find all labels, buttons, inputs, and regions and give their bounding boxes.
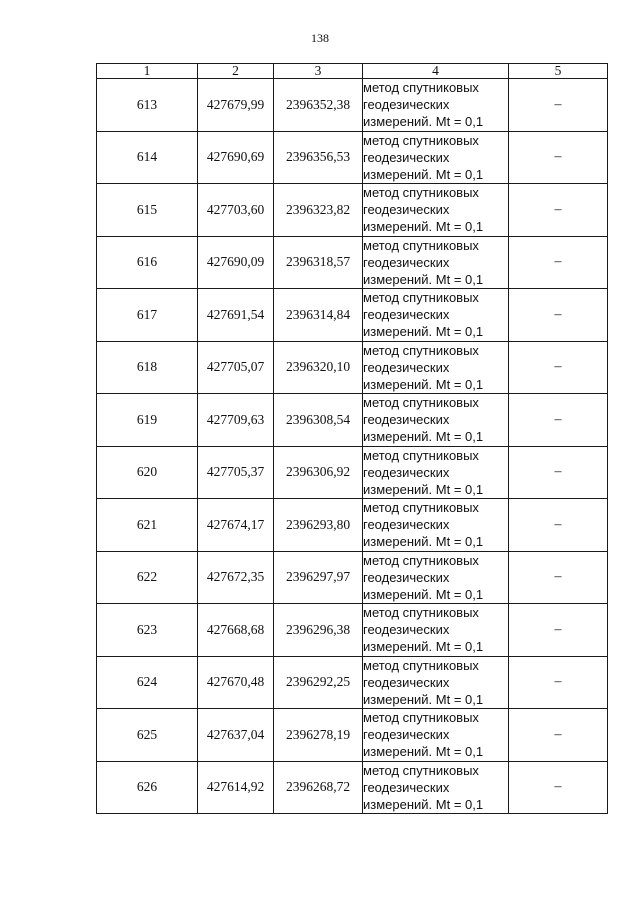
method-cell — [363, 394, 509, 447]
note-cell: – — [509, 289, 608, 342]
method-line: метод спутниковых — [363, 132, 479, 148]
method-line: измерений. Mt = 0,1 — [363, 796, 484, 812]
table-row — [97, 289, 608, 342]
method-cell — [363, 289, 509, 342]
y-coordinate-cell: 2396292,25 — [274, 656, 363, 709]
method-line: метод спутниковых — [363, 710, 479, 726]
x-coordinate-cell: 427614,92 — [198, 761, 274, 814]
table-row — [97, 761, 608, 814]
method-cell — [363, 761, 509, 814]
method-line: измерений. Mt = 0,1 — [363, 166, 484, 182]
table-row — [97, 551, 608, 604]
column-header-2: 2 — [198, 64, 274, 79]
note-cell: – — [509, 341, 608, 394]
table-row — [97, 709, 608, 762]
method-line: геодезических — [363, 412, 450, 428]
x-coordinate-cell: 427668,68 — [198, 604, 274, 657]
method-line: измерений. Mt = 0,1 — [363, 271, 484, 287]
method-cell — [363, 131, 509, 184]
note-cell: – — [509, 394, 608, 447]
x-coordinate-cell: 427691,54 — [198, 289, 274, 342]
method-line: метод спутниковых — [363, 395, 479, 411]
y-coordinate-cell: 2396306,92 — [274, 446, 363, 499]
y-coordinate-cell: 2396308,54 — [274, 394, 363, 447]
x-coordinate-cell: 427672,35 — [198, 551, 274, 604]
point-number-cell: 613 — [97, 79, 198, 132]
point-number-cell: 615 — [97, 184, 198, 237]
point-number-cell: 614 — [97, 131, 198, 184]
method-cell — [363, 79, 509, 132]
method-line: геодезических — [363, 254, 450, 270]
column-header-4: 4 — [363, 64, 509, 79]
method-line: измерений. Mt = 0,1 — [363, 324, 484, 340]
table-row — [97, 446, 608, 499]
y-coordinate-cell: 2396278,19 — [274, 709, 363, 762]
method-cell — [363, 604, 509, 657]
method-cell — [363, 236, 509, 289]
table-row — [97, 394, 608, 447]
method-line: геодезических — [363, 622, 450, 638]
table-row — [97, 79, 608, 132]
x-coordinate-cell: 427674,17 — [198, 499, 274, 552]
y-coordinate-cell: 2396297,97 — [274, 551, 363, 604]
y-coordinate-cell: 2396320,10 — [274, 341, 363, 394]
method-cell — [363, 341, 509, 394]
y-coordinate-cell: 2396352,38 — [274, 79, 363, 132]
table-row — [97, 499, 608, 552]
note-cell: – — [509, 604, 608, 657]
method-line: метод спутниковых — [363, 500, 479, 516]
point-number-cell: 622 — [97, 551, 198, 604]
table-row — [97, 341, 608, 394]
x-coordinate-cell: 427703,60 — [198, 184, 274, 237]
method-cell — [363, 446, 509, 499]
y-coordinate-cell: 2396323,82 — [274, 184, 363, 237]
y-coordinate-cell: 2396314,84 — [274, 289, 363, 342]
x-coordinate-cell: 427690,69 — [198, 131, 274, 184]
table-row — [97, 131, 608, 184]
method-line: геодезических — [363, 569, 450, 585]
method-line: геодезических — [363, 779, 450, 795]
note-cell: – — [509, 551, 608, 604]
x-coordinate-cell: 427690,09 — [198, 236, 274, 289]
method-line: геодезических — [363, 149, 450, 165]
method-line: измерений. Mt = 0,1 — [363, 639, 484, 655]
point-number-cell: 623 — [97, 604, 198, 657]
method-cell — [363, 184, 509, 237]
y-coordinate-cell: 2396356,53 — [274, 131, 363, 184]
note-cell: – — [509, 446, 608, 499]
point-number-cell: 619 — [97, 394, 198, 447]
note-cell: – — [509, 761, 608, 814]
point-number-cell: 625 — [97, 709, 198, 762]
method-line: измерений. Mt = 0,1 — [363, 219, 484, 235]
point-number-cell: 616 — [97, 236, 198, 289]
method-cell — [363, 709, 509, 762]
method-line: геодезических — [363, 97, 450, 113]
x-coordinate-cell: 427705,07 — [198, 341, 274, 394]
note-cell: – — [509, 499, 608, 552]
method-line: метод спутниковых — [363, 290, 479, 306]
method-cell — [363, 499, 509, 552]
table-row — [97, 656, 608, 709]
method-line: геодезических — [363, 464, 450, 480]
method-line: геодезических — [363, 359, 450, 375]
table-row — [97, 184, 608, 237]
y-coordinate-cell: 2396318,57 — [274, 236, 363, 289]
y-coordinate-cell: 2396296,38 — [274, 604, 363, 657]
method-line: метод спутниковых — [363, 237, 479, 253]
method-line: измерений. Mt = 0,1 — [363, 481, 484, 497]
note-cell: – — [509, 131, 608, 184]
note-cell: – — [509, 709, 608, 762]
x-coordinate-cell: 427709,63 — [198, 394, 274, 447]
method-line: измерений. Mt = 0,1 — [363, 429, 484, 445]
point-number-cell: 620 — [97, 446, 198, 499]
method-line: геодезических — [363, 307, 450, 323]
method-line: метод спутниковых — [363, 657, 479, 673]
point-number-cell: 618 — [97, 341, 198, 394]
note-cell: – — [509, 184, 608, 237]
method-line: измерений. Mt = 0,1 — [363, 744, 484, 760]
y-coordinate-cell: 2396293,80 — [274, 499, 363, 552]
note-cell: – — [509, 236, 608, 289]
point-number-cell: 626 — [97, 761, 198, 814]
method-cell — [363, 656, 509, 709]
method-line: метод спутниковых — [363, 447, 479, 463]
coordinates-table — [96, 63, 608, 814]
x-coordinate-cell: 427637,04 — [198, 709, 274, 762]
method-line: измерений. Mt = 0,1 — [363, 691, 484, 707]
method-line: метод спутниковых — [363, 552, 479, 568]
table-body — [97, 79, 608, 814]
x-coordinate-cell: 427670,48 — [198, 656, 274, 709]
note-cell: – — [509, 656, 608, 709]
column-header-3: 3 — [274, 64, 363, 79]
x-coordinate-cell: 427679,99 — [198, 79, 274, 132]
method-line: геодезических — [363, 517, 450, 533]
table-header-row — [97, 64, 608, 79]
method-line: метод спутниковых — [363, 605, 479, 621]
column-header-1: 1 — [97, 64, 198, 79]
note-cell: – — [509, 79, 608, 132]
method-line: измерений. Mt = 0,1 — [363, 586, 484, 602]
table-row — [97, 604, 608, 657]
point-number-cell: 624 — [97, 656, 198, 709]
method-cell — [363, 551, 509, 604]
table-row — [97, 236, 608, 289]
page-number: 138 — [311, 31, 329, 45]
method-line: метод спутниковых — [363, 342, 479, 358]
method-line: геодезических — [363, 674, 450, 690]
column-header-5: 5 — [509, 64, 608, 79]
method-line: метод спутниковых — [363, 185, 479, 201]
method-line: геодезических — [363, 202, 450, 218]
method-line: метод спутниковых — [363, 80, 479, 96]
method-line: измерений. Mt = 0,1 — [363, 534, 484, 550]
method-line: измерений. Mt = 0,1 — [363, 114, 484, 130]
x-coordinate-cell: 427705,37 — [198, 446, 274, 499]
method-line: измерений. Mt = 0,1 — [363, 376, 484, 392]
y-coordinate-cell: 2396268,72 — [274, 761, 363, 814]
method-line: метод спутниковых — [363, 762, 479, 778]
method-line: геодезических — [363, 727, 450, 743]
point-number-cell: 617 — [97, 289, 198, 342]
point-number-cell: 621 — [97, 499, 198, 552]
